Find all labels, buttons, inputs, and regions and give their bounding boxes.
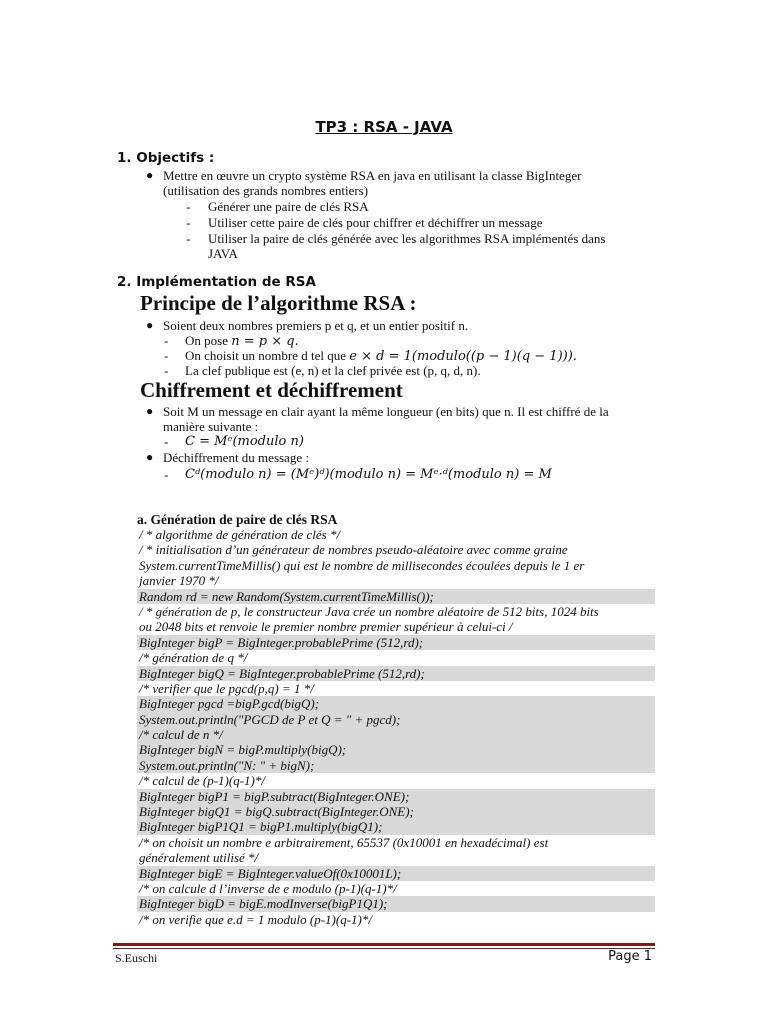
chiffrement-bullet-line2: manière suivante : bbox=[163, 419, 259, 434]
code-line: /* calcul de (p-1)(q-1)*/ bbox=[139, 773, 265, 789]
objectifs-bullet-line1: Mettre en œuvre un crypto système RSA en java en utilisant la classe BigInteger bbox=[163, 168, 582, 183]
code-line: BigInteger bigP1 = bigP.subtract(BigInteger.ONE); bbox=[137, 789, 655, 804]
code-line: /* calcul de n */ bbox=[137, 727, 655, 742]
principe-item-pose: On pose n = p × q. bbox=[185, 333, 299, 349]
code-line: System.currentTimeMillis() qui est le nombre de millisecondes écoulées depuis le 1 er bbox=[139, 557, 585, 573]
dash-icon: - bbox=[186, 199, 191, 214]
bullet-icon: ● bbox=[146, 168, 154, 182]
code-line: BigInteger bigP = BigInteger.probablePrime (512,rd); bbox=[137, 635, 655, 650]
code-line: BigInteger pgcd =bigP.gcd(bigQ); bbox=[137, 696, 655, 711]
footer-author: S.Euschi bbox=[115, 951, 158, 965]
chiffrement-formula: C = Mᵉ(modulo n) bbox=[185, 434, 304, 449]
code-line: /* génération de q */ bbox=[139, 650, 248, 666]
code-line: / * génération de p, le constructeur Java crée un nombre aléatoire de 512 bits, 1024 bits bbox=[139, 603, 599, 619]
objectif-item: Utiliser cette paire de clés pour chiffrer et déchiffrer un message bbox=[208, 215, 543, 230]
bullet-icon: ● bbox=[146, 318, 154, 332]
section-2-heading: 2. Implémentation de RSA bbox=[117, 274, 316, 290]
footer-divider bbox=[113, 943, 655, 946]
dechiffrement-formula: Cᵈ(modulo n) = (Mᵉ)ᵈ)(modulo n) = Mᵉ·ᵈ(modulo n) = M bbox=[185, 467, 552, 482]
principe-title: Principe de l’algorithme RSA : bbox=[140, 291, 417, 315]
subsection-a-heading: a. Génération de paire de clés RSA bbox=[137, 512, 338, 527]
code-block bbox=[137, 527, 655, 927]
bullet-icon: ● bbox=[146, 404, 154, 418]
dash-icon: - bbox=[164, 434, 169, 449]
dash-icon: - bbox=[164, 333, 169, 348]
code-line: BigInteger bigQ1 = bigQ.subtract(BigInteger.ONE); bbox=[137, 804, 655, 819]
code-line: System.out.println("PGCD de P et Q = " + pgcd); bbox=[137, 712, 655, 727]
code-line: / * initialisation d’un générateur de nombres pseudo-aléatoire avec comme graine bbox=[139, 542, 568, 558]
code-line: BigInteger bigE = BigInteger.valueOf(0x10001L); bbox=[137, 866, 655, 881]
dechiffrement-bullet: Déchiffrement du message : bbox=[163, 450, 309, 465]
code-line: / * algorithme de génération de clés */ bbox=[139, 527, 341, 542]
bullet-icon: ● bbox=[146, 450, 154, 464]
principe-item-choisit: On choisit un nombre d tel que e × d = 1(modulo((p − 1)(q − 1))). bbox=[185, 348, 577, 364]
chiffrement-bullet-line1: Soit M un message en clair ayant la même longueur (en bits) que n. Il est chiffré de la bbox=[163, 404, 609, 419]
code-line: /* on verifie que e.d = 1 modulo (p-1)(q-1)*/ bbox=[139, 911, 372, 927]
principe-item-clef: La clef publique est (e, n) et la clef privée est (p, q, d, n). bbox=[185, 363, 481, 378]
chiffrement-title: Chiffrement et déchiffrement bbox=[140, 378, 403, 402]
dash-icon: - bbox=[186, 215, 191, 230]
code-line: BigInteger bigQ = BigInteger.probablePrime (512,rd); bbox=[137, 666, 655, 681]
principe-bullet: Soient deux nombres premiers p et q, et un entier positif n. bbox=[163, 318, 469, 333]
objectif-item: Générer une paire de clés RSA bbox=[208, 199, 369, 214]
code-line: /* verifier que le pgcd(p,q) = 1 */ bbox=[139, 680, 314, 696]
code-line: Random rd = new Random(System.currentTimeMillis()); bbox=[137, 589, 655, 604]
objectif-item: Utiliser la paire de clés générée avec les algorithmes RSA implémentés dans bbox=[208, 231, 606, 246]
code-line: ou 2048 bits et renvoie le premier nombre premier supérieur à celui-ci / bbox=[139, 619, 513, 635]
dash-icon: - bbox=[186, 231, 191, 246]
code-line: /* on choisit un nombre e arbitrairement, 65537 (0x10001 en hexadécimal) est bbox=[139, 834, 549, 850]
dash-icon: - bbox=[164, 363, 169, 378]
code-line: généralement utilisé */ bbox=[139, 850, 259, 866]
document-title: TP3 : RSA - JAVA bbox=[315, 118, 453, 136]
objectifs-bullet-line2: (utilisation des grands nombres entiers) bbox=[163, 183, 369, 198]
dash-icon: - bbox=[164, 467, 169, 482]
section-1-heading: 1. Objectifs : bbox=[117, 150, 215, 166]
objectif-item-cont: JAVA bbox=[208, 246, 238, 261]
dash-icon: - bbox=[164, 348, 169, 363]
code-line: System.out.println("N: " + bigN); bbox=[137, 758, 655, 773]
code-line: BigInteger bigP1Q1 = bigP1.multiply(bigQ1); bbox=[137, 819, 655, 834]
code-line: BigInteger bigN = bigP.multiply(bigQ); bbox=[137, 742, 655, 757]
code-line: /* on calcule d l’inverse de e modulo (p-1)(q-1)*/ bbox=[139, 880, 397, 896]
code-line: janvier 1970 */ bbox=[139, 573, 219, 589]
code-line: BigInteger bigD = bigE.modInverse(bigP1Q1); bbox=[137, 896, 655, 911]
footer-page-number: Page 1 bbox=[608, 949, 652, 964]
